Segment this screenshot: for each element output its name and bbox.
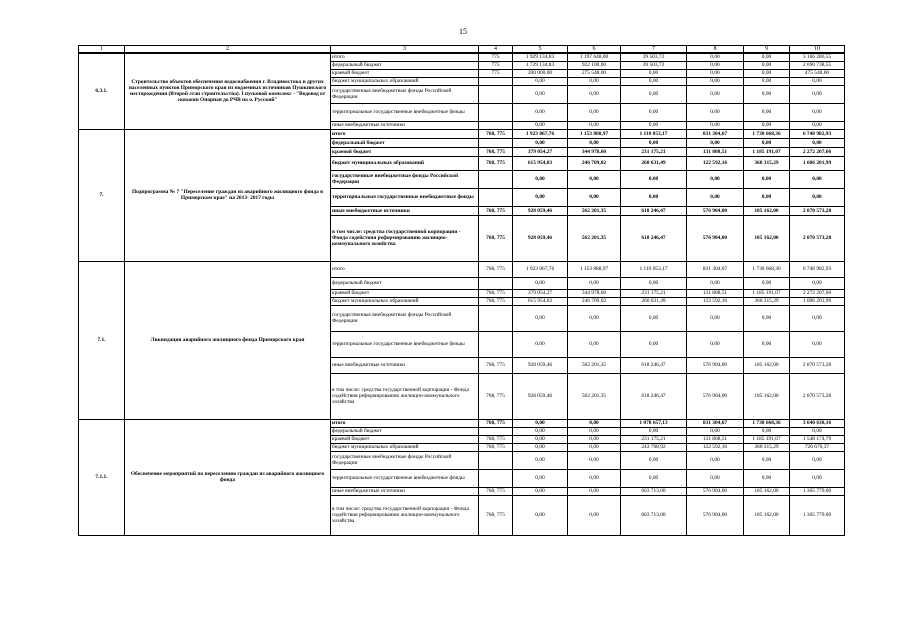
value-cell: 615 954,03 [513, 297, 568, 305]
value-cell: 768, 775 [479, 129, 513, 138]
page-number: 15 [459, 27, 467, 36]
funding-source-cell: территориальные государственные внебюджетные фонды [331, 469, 479, 487]
value-cell [479, 121, 513, 129]
value-cell: 0,00 [687, 77, 744, 85]
value-cell: 0,00 [568, 469, 621, 487]
value-cell: 0,00 [621, 85, 687, 103]
value-cell: 0,00 [513, 443, 568, 451]
value-cell: 775 [479, 69, 513, 77]
value-cell: 0,00 [568, 277, 621, 289]
row-name-cell: Строительство объектов обеспечения водоснабжения г. Владивостока и других населенных пунктов Приморского края из подземных источников Пушкинского месторождения (Второй этап строительства). I пусковой комплекс - "Водовод от скважин Опорная до РЧВ на о. Русский" [125, 53, 331, 129]
header-cell: 10 [790, 46, 845, 54]
value-cell: 260 631,49 [621, 156, 687, 170]
value-cell: 0,00 [568, 85, 621, 103]
funding-source-cell: территориальные государственные внебюджетные фонды [331, 188, 479, 206]
header-cell: 9 [744, 46, 790, 54]
header-cell: 1 [79, 46, 125, 54]
value-cell: 360 315,29 [744, 443, 790, 451]
funding-source-cell: краевой бюджет [331, 69, 479, 77]
header-cell: 2 [125, 46, 331, 54]
value-cell [479, 305, 513, 331]
value-cell: 1 365 779,00 [790, 487, 845, 495]
value-cell: 6 748 982,93 [790, 129, 845, 138]
value-cell: 185 162,00 [744, 357, 790, 373]
value-cell: 0,00 [790, 138, 845, 147]
value-cell: 0,00 [687, 85, 744, 103]
value-cell: 1 185 191,07 [744, 147, 790, 156]
value-cell: 768, 775 [479, 419, 513, 427]
value-cell: 768, 775 [479, 435, 513, 443]
funding-source-cell: краевой бюджет [331, 289, 479, 297]
value-cell: 603 713,00 [621, 487, 687, 495]
value-cell: 0,00 [687, 61, 744, 69]
value-cell: 3 640 630,16 [790, 419, 845, 427]
header-cell: 4 [479, 46, 513, 54]
value-cell: 928 059,46 [513, 206, 568, 215]
value-cell [479, 170, 513, 188]
value-cell: 0,00 [687, 469, 744, 487]
value-cell: 0,00 [790, 305, 845, 331]
value-cell: 0,00 [621, 305, 687, 331]
value-cell: 1 197 648,00 [568, 53, 621, 61]
value-cell: 1 729 134,83 [513, 61, 568, 69]
value-cell: 0,00 [687, 170, 744, 188]
value-cell: 0,00 [513, 419, 568, 427]
row-code-cell: 6.3.1. [79, 53, 125, 129]
value-cell: 1 185 191,07 [744, 435, 790, 443]
funding-source-cell: государственные внебюджетные фонды Российской Федерации [331, 305, 479, 331]
value-cell: 0,00 [744, 61, 790, 69]
value-cell: 0,00 [568, 331, 621, 357]
value-cell: 831 304,67 [687, 261, 744, 277]
value-cell: 2 690 738,55 [790, 61, 845, 69]
value-cell [479, 469, 513, 487]
value-cell: 1 153 888,97 [568, 129, 621, 138]
value-cell: 0,00 [513, 435, 568, 443]
value-cell [479, 331, 513, 357]
value-cell: 768, 775 [479, 495, 513, 535]
value-cell: 0,00 [621, 469, 687, 487]
value-cell: 562 201,35 [568, 206, 621, 215]
row-name-cell: Обеспечение мероприятий по переселению граждан из аварийного жилищного фонда [125, 419, 331, 535]
row-code-cell: 7.1.1. [79, 419, 125, 535]
value-cell: 0,00 [744, 138, 790, 147]
value-cell: 0,00 [790, 188, 845, 206]
value-cell: 0,00 [568, 427, 621, 435]
value-cell: 1 078 657,13 [621, 419, 687, 427]
value-cell: 0,00 [790, 277, 845, 289]
value-cell: 1 110 053,17 [621, 129, 687, 138]
value-cell: 576 904,00 [687, 487, 744, 495]
value-cell: 0,00 [568, 77, 621, 85]
value-cell: 576 904,00 [687, 373, 744, 419]
funding-source-cell: итого [331, 129, 479, 138]
funding-source-cell: иные внебюджетные источники [331, 357, 479, 373]
value-cell: 2 870 573,28 [790, 373, 845, 419]
value-cell: 0,00 [568, 138, 621, 147]
value-cell: 576 904,00 [687, 206, 744, 215]
table-row [79, 53, 845, 61]
value-cell [479, 138, 513, 147]
value-cell: 0,00 [513, 305, 568, 331]
funding-source-cell: краевой бюджет [331, 147, 479, 156]
header-row [79, 46, 845, 54]
funding-source-cell: итого [331, 261, 479, 277]
value-cell: 0,00 [621, 77, 687, 85]
value-cell: 0,00 [687, 451, 744, 469]
value-cell: 618 246,47 [621, 357, 687, 373]
value-cell: 0,00 [790, 331, 845, 357]
value-cell: 0,00 [744, 277, 790, 289]
value-cell: 0,00 [744, 121, 790, 129]
value-cell: 0,00 [687, 331, 744, 357]
value-cell: 0,00 [568, 305, 621, 331]
table-row [79, 419, 845, 427]
value-cell: 618 246,47 [621, 215, 687, 261]
value-cell [479, 103, 513, 121]
value-cell: 185 162,00 [744, 215, 790, 261]
funding-source-cell: иные внебюджетные источники [331, 121, 479, 129]
value-cell: 200 000,00 [513, 69, 568, 77]
header-cell: 3 [331, 46, 479, 54]
value-cell: 0,00 [744, 77, 790, 85]
value-cell: 3 166 286,55 [790, 53, 845, 61]
value-cell: 243 768,92 [621, 443, 687, 451]
value-cell: 576 904,00 [687, 215, 744, 261]
value-cell: 185 162,00 [744, 495, 790, 535]
value-cell: 562 201,35 [568, 373, 621, 419]
funding-source-cell: бюджет муниципальных образований [331, 156, 479, 170]
value-cell: 618 246,47 [621, 373, 687, 419]
value-cell: 344 978,60 [568, 289, 621, 297]
value-cell: 260 631,49 [621, 297, 687, 305]
value-cell: 1 923 067,76 [513, 129, 568, 138]
value-cell: 231 175,21 [621, 289, 687, 297]
value-cell: 603 713,00 [621, 495, 687, 535]
value-cell: 1 153 888,97 [568, 261, 621, 277]
value-cell: 360 315,29 [744, 156, 790, 170]
value-cell: 0,00 [621, 138, 687, 147]
row-code-cell: 7.1. [79, 261, 125, 419]
value-cell: 0,00 [744, 103, 790, 121]
value-cell: 39 503,72 [621, 53, 687, 61]
header-cell: 5 [513, 46, 568, 54]
value-cell: 775 [479, 53, 513, 61]
value-cell: 1 923 067,76 [513, 261, 568, 277]
value-cell: 0,00 [621, 331, 687, 357]
value-cell: 0,00 [687, 277, 744, 289]
value-cell: 0,00 [513, 103, 568, 121]
value-cell: 922 100,00 [568, 61, 621, 69]
value-cell: 726 676,37 [790, 443, 845, 451]
value-cell: 576 904,00 [687, 357, 744, 373]
value-cell: 1 110 053,17 [621, 261, 687, 277]
value-cell: 562 201,35 [568, 215, 621, 261]
value-cell: 275 548,00 [568, 69, 621, 77]
value-cell: 0,00 [568, 419, 621, 427]
value-cell: 1 606 201,99 [790, 297, 845, 305]
value-cell: 0,00 [621, 427, 687, 435]
value-cell: 0,00 [744, 69, 790, 77]
value-cell: 185 162,00 [744, 487, 790, 495]
value-cell: 1 730 668,36 [744, 129, 790, 138]
value-cell: 1 606 201,99 [790, 156, 845, 170]
value-cell: 0,00 [513, 469, 568, 487]
funding-source-cell: территориальные государственные внебюджетные фонды [331, 103, 479, 121]
table-row [79, 261, 845, 277]
value-cell: 0,00 [568, 121, 621, 129]
funding-source-cell: государственные внебюджетные фонды Российской Федерации [331, 85, 479, 103]
funding-source-cell: государственные внебюджетные фонды Российской Федерации [331, 170, 479, 188]
value-cell [479, 427, 513, 435]
value-cell: 928 059,46 [513, 357, 568, 373]
value-cell: 831 304,67 [687, 129, 744, 138]
value-cell: 0,00 [687, 305, 744, 331]
value-cell: 0,00 [687, 53, 744, 61]
value-cell: 0,00 [687, 188, 744, 206]
value-cell: 615 954,03 [513, 156, 568, 170]
value-cell: 0,00 [621, 103, 687, 121]
funding-source-cell: итого [331, 53, 479, 61]
value-cell: 0,00 [513, 487, 568, 495]
value-cell: 0,00 [621, 69, 687, 77]
value-cell: 2 870 573,28 [790, 215, 845, 261]
value-cell: 122 592,16 [687, 156, 744, 170]
value-cell: 768, 775 [479, 156, 513, 170]
value-cell: 231 175,21 [621, 435, 687, 443]
value-cell: 0,00 [513, 138, 568, 147]
table-row [79, 129, 845, 138]
value-cell: 0,00 [513, 77, 568, 85]
value-cell: 768, 775 [479, 147, 513, 156]
value-cell: 231 175,21 [621, 147, 687, 156]
value-cell: 0,00 [513, 451, 568, 469]
header-cell: 8 [687, 46, 744, 54]
funding-source-cell: иные внебюджетные источники [331, 487, 479, 495]
value-cell: 246 709,02 [568, 297, 621, 305]
value-cell: 2 870 573,28 [790, 206, 845, 215]
value-cell: 0,00 [568, 103, 621, 121]
value-cell: 39 503,72 [621, 61, 687, 69]
value-cell: 768, 775 [479, 487, 513, 495]
value-cell: 2 272 207,66 [790, 289, 845, 297]
value-cell: 0,00 [568, 170, 621, 188]
value-cell: 0,00 [513, 427, 568, 435]
funding-source-cell: государственные внебюджетные фонды Российской Федерации [331, 451, 479, 469]
funding-source-cell: федеральный бюджет [331, 138, 479, 147]
value-cell: 1 365 779,00 [790, 495, 845, 535]
value-cell: 2 870 573,28 [790, 357, 845, 373]
value-cell: 562 201,35 [568, 357, 621, 373]
value-cell: 928 059,46 [513, 373, 568, 419]
value-cell: 768, 775 [479, 373, 513, 419]
header-cell: 6 [568, 46, 621, 54]
value-cell: 0,00 [744, 53, 790, 61]
value-cell: 0,00 [568, 443, 621, 451]
funding-source-cell: бюджет муниципальных образований [331, 443, 479, 451]
value-cell: 0,00 [513, 277, 568, 289]
funding-source-cell: в том числе: средства государственной корпорации - Фонда содействия реформированию жилищно-коммунального хозяйства [331, 215, 479, 261]
funding-source-cell: бюджет муниципальных образований [331, 77, 479, 85]
funding-source-cell: в том числе: средства государственной корпорации - Фонда содействия реформированию жилищно-коммунального хозяйства [331, 373, 479, 419]
value-cell: 131 808,51 [687, 289, 744, 297]
value-cell: 2 272 207,66 [790, 147, 845, 156]
value-cell: 768, 775 [479, 297, 513, 305]
value-cell: 0,00 [790, 427, 845, 435]
value-cell: 775 [479, 61, 513, 69]
value-cell: 768, 775 [479, 443, 513, 451]
value-cell: 122 592,16 [687, 443, 744, 451]
value-cell: 0,00 [687, 138, 744, 147]
funding-source-cell: федеральный бюджет [331, 61, 479, 69]
value-cell: 0,00 [513, 331, 568, 357]
value-cell: 0,00 [687, 121, 744, 129]
value-cell [479, 188, 513, 206]
value-cell: 0,00 [744, 427, 790, 435]
funding-source-cell: в том числе: средства государственной корпорации - Фонда содействия реформированию жилищно-коммунального хозяйства [331, 495, 479, 535]
value-cell: 0,00 [744, 469, 790, 487]
funding-source-cell: краевой бюджет [331, 435, 479, 443]
value-cell: 1 730 668,36 [744, 419, 790, 427]
funding-source-cell: территориальные государственные внебюджетные фонды [331, 331, 479, 357]
value-cell: 0,00 [744, 451, 790, 469]
value-cell: 0,00 [513, 170, 568, 188]
value-cell: 0,00 [790, 170, 845, 188]
value-cell: 0,00 [513, 121, 568, 129]
value-cell: 0,00 [790, 451, 845, 469]
row-name-cell: Подпрограмма № 7 "Переселение граждан из аварийного жилищного фонда в Приморском крае" на 2013- 2017 годы [125, 129, 331, 261]
value-cell: 0,00 [568, 487, 621, 495]
value-cell: 379 054,27 [513, 289, 568, 297]
value-cell: 0,00 [687, 427, 744, 435]
value-cell [479, 451, 513, 469]
row-code-cell: 7. [79, 129, 125, 261]
value-cell: 0,00 [744, 188, 790, 206]
value-cell: 0,00 [744, 331, 790, 357]
value-cell: 0,00 [744, 170, 790, 188]
value-cell: 768, 775 [479, 289, 513, 297]
value-cell [479, 85, 513, 103]
value-cell: 1 929 134,83 [513, 53, 568, 61]
funding-source-cell: бюджет муниципальных образований [331, 297, 479, 305]
value-cell: 0,00 [568, 495, 621, 535]
value-cell: 1 730 668,36 [744, 261, 790, 277]
value-cell: 768, 775 [479, 261, 513, 277]
value-cell: 185 162,00 [744, 373, 790, 419]
value-cell: 618 246,47 [621, 206, 687, 215]
budget-table [78, 45, 845, 536]
value-cell: 0,00 [621, 188, 687, 206]
value-cell: 0,00 [621, 277, 687, 289]
value-cell: 0,00 [621, 451, 687, 469]
value-cell: 1 548 174,79 [790, 435, 845, 443]
value-cell: 0,00 [744, 305, 790, 331]
value-cell: 1 185 191,07 [744, 289, 790, 297]
value-cell: 928 059,46 [513, 215, 568, 261]
value-cell: 6 748 982,93 [790, 261, 845, 277]
value-cell: 0,00 [790, 103, 845, 121]
funding-source-cell: итого [331, 419, 479, 427]
value-cell: 0,00 [790, 85, 845, 103]
value-cell: 0,00 [568, 435, 621, 443]
value-cell: 0,00 [621, 121, 687, 129]
value-cell: 768, 775 [479, 357, 513, 373]
value-cell: 185 162,00 [744, 206, 790, 215]
value-cell: 0,00 [513, 495, 568, 535]
value-cell: 0,00 [744, 85, 790, 103]
value-cell: 0,00 [513, 188, 568, 206]
value-cell: 0,00 [568, 188, 621, 206]
value-cell: 475 548,00 [790, 69, 845, 77]
value-cell: 246 709,02 [568, 156, 621, 170]
value-cell: 379 054,27 [513, 147, 568, 156]
value-cell: 576 904,00 [687, 495, 744, 535]
value-cell: 0,00 [687, 103, 744, 121]
value-cell: 122 592,16 [687, 297, 744, 305]
value-cell: 131 808,51 [687, 147, 744, 156]
value-cell: 768, 775 [479, 206, 513, 215]
value-cell [479, 77, 513, 85]
value-cell: 0,00 [790, 77, 845, 85]
value-cell: 131 808,51 [687, 435, 744, 443]
funding-source-cell: федеральный бюджет [331, 277, 479, 289]
value-cell: 0,00 [687, 69, 744, 77]
value-cell: 360 315,29 [744, 297, 790, 305]
value-cell: 0,00 [513, 85, 568, 103]
header-cell: 7 [621, 46, 687, 54]
value-cell: 0,00 [790, 469, 845, 487]
funding-source-cell: иные внебюджетные источники [331, 206, 479, 215]
value-cell [479, 277, 513, 289]
value-cell: 0,00 [568, 451, 621, 469]
value-cell: 768, 775 [479, 215, 513, 261]
value-cell: 344 978,60 [568, 147, 621, 156]
value-cell: 831 304,67 [687, 419, 744, 427]
value-cell: 0,00 [790, 121, 845, 129]
funding-source-cell: федеральный бюджет [331, 427, 479, 435]
value-cell: 0,00 [621, 170, 687, 188]
row-name-cell: Ликвидация аварийного жилищного фонда Приморского края [125, 261, 331, 419]
